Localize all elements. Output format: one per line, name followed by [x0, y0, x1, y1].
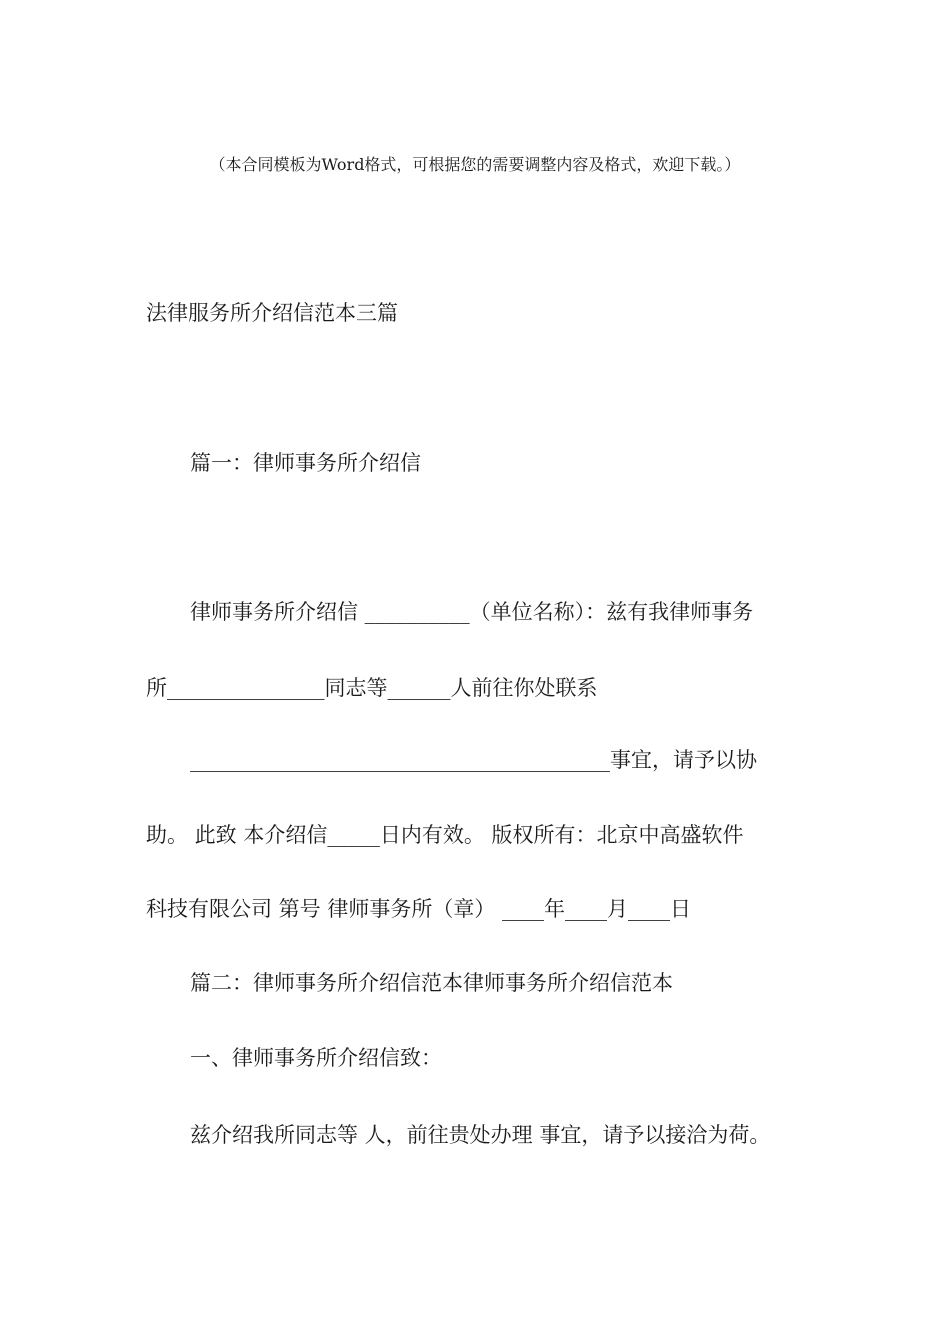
letter-line-4: 助。 此致 本介绍信_____日内有效。 版权所有：北京中高盛软件	[146, 823, 744, 847]
section-1-heading: 篇一：律师事务所介绍信	[190, 451, 421, 475]
body-paragraph: 兹介绍我所同志等 人，前往贵处办理 事宜，请予以接洽为荷。	[190, 1123, 771, 1147]
letter-line-2: 所_______________同志等______人前往你处联系	[146, 676, 598, 700]
section-2-heading: 篇二：律师事务所介绍信范本律师事务所介绍信范本	[190, 971, 673, 995]
document-title: 法律服务所介绍信范本三篇	[146, 301, 398, 325]
template-note: （本合同模板为Word格式，可根据您的需要调整内容及格式，欢迎下载。）	[209, 155, 741, 174]
letter-line-3: ________________________________________事宜，请予以协	[190, 748, 757, 772]
subheading: 一、律师事务所介绍信致：	[190, 1046, 442, 1070]
letter-line-1: 律师事务所介绍信 __________（单位名称）：兹有我律师事务	[190, 600, 754, 624]
letter-line-5: 科技有限公司 第号 律师事务所（章） ____年____月____日	[146, 897, 692, 921]
